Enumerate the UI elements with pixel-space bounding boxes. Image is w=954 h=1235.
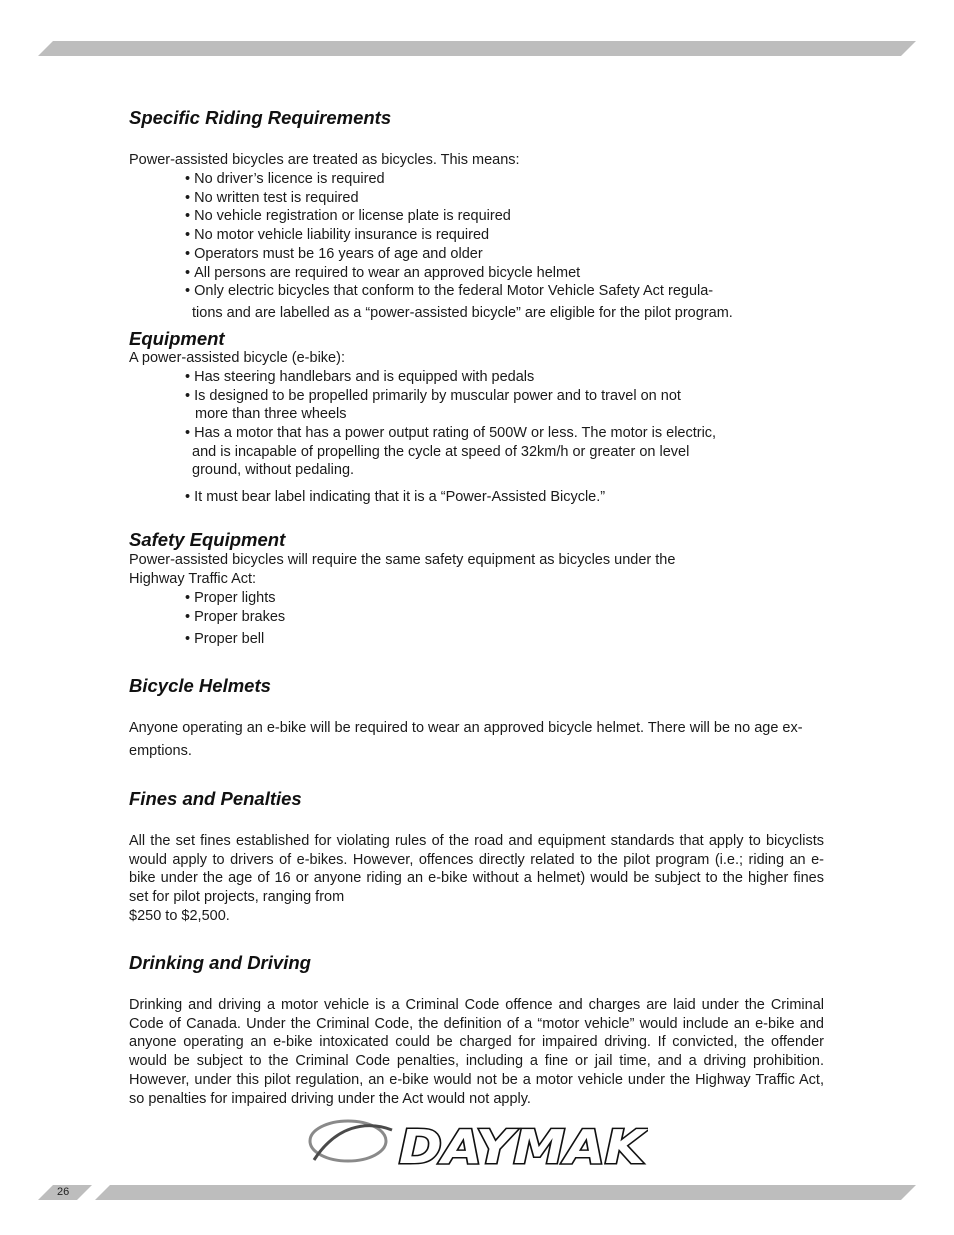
equipment-list	[185, 368, 681, 405]
list-item: • Proper bell	[185, 630, 264, 649]
section-heading-riding: Specific Riding Requirements	[129, 107, 392, 128]
list-item: • No motor vehicle liability insurance is required	[185, 226, 713, 245]
section-heading-fines: Fines and Penalties	[129, 788, 302, 809]
section-heading-drinking: Drinking and Driving	[129, 952, 311, 973]
fines-amount: $250 to $2,500.	[129, 908, 230, 924]
safety-equipment-list	[185, 589, 285, 626]
logo-wordmark: DAYMAK	[399, 1120, 648, 1168]
helmets-body: Anyone operating an e-bike will be required to wear an approved bicycle helmet. There will be no age ex-	[129, 720, 803, 736]
safety-intro-line2: Highway Traffic Act:	[129, 571, 257, 587]
helmets-body-cont: emptions.	[129, 743, 192, 759]
page-number: 26	[57, 1186, 70, 1198]
daymak-swoosh-icon	[306, 1116, 648, 1168]
list-item: • Only electric bicycles that conform to the federal Motor Vehicle Safety Act regula-	[185, 282, 713, 301]
list-item: • It must bear label indicating that it is a “Power-Assisted Bicycle.”	[185, 488, 605, 507]
list-item: • No vehicle registration or license plate is required	[185, 207, 713, 226]
safety-intro-line1: Power-assisted bicycles will require the same safety equipment as bicycles under the	[129, 552, 676, 568]
section-heading-safety: Safety Equipment	[129, 529, 286, 550]
list-item: • Has a motor that has a power output rating of 500W or less. The motor is electric,	[185, 424, 716, 443]
list-item: • Has steering handlebars and is equipped with pedals	[185, 368, 681, 387]
daymak-logo	[306, 1116, 648, 1173]
footer-decorative-bar	[95, 1185, 916, 1200]
safety-equipment-list-last	[185, 630, 264, 649]
riding-intro: Power-assisted bicycles are treated as bicycles. This means:	[129, 152, 520, 168]
drinking-body: Drinking and driving a motor vehicle is a Criminal Code offence and charges are laid under the Criminal Code of Canada. Under the Criminal Code, the definition of a “motor vehicle” would include an e-bike and anyone operating an e-bike intoxicated could be charged for impaired driving. If convicted, the offender would be subject to the Criminal Code penalties, including a fine or jail time, and a driving prohibition. However, under this pilot regulation, an e-bike would not be a motor vehicle under the Highway Traffic Act, so penalties for impaired driving under the Act would not apply.	[129, 997, 824, 1107]
list-item-continuation: more than three wheels	[195, 406, 347, 422]
list-item: • Proper lights	[185, 589, 285, 608]
list-item: • All persons are required to wear an approved bicycle helmet	[185, 264, 713, 283]
list-item-continuation: ground, without pedaling.	[192, 462, 355, 478]
list-item: • Operators must be 16 years of age and older	[185, 245, 713, 264]
list-item-continuation: tions and are labelled as a “power-assisted bicycle” are eligible for the pilot program.	[192, 305, 733, 321]
list-item-continuation: and is incapable of propelling the cycle at speed of 32km/h or greater on level	[192, 444, 690, 460]
section-heading-helmets: Bicycle Helmets	[129, 675, 271, 696]
list-item: • No written test is required	[185, 189, 713, 208]
header-decorative-bar	[38, 41, 916, 56]
list-item: • Proper brakes	[185, 608, 285, 627]
fines-body: All the set fines established for violating rules of the road and equipment standards that apply to bicyclists would apply to drivers of e-bikes. However, offences directly related to the pilot program (i.e.; riding an e-bike under the age of 16 or anyone riding an e-bike without a helmet) would be subject to the higher fines set for pilot projects, ranging from	[129, 833, 824, 906]
list-item: • Is designed to be propelled primarily by muscular power and to travel on not	[185, 387, 681, 406]
equipment-list-last	[185, 488, 605, 507]
equipment-list-cont	[185, 424, 716, 443]
section-heading-equipment: Equipment	[129, 328, 225, 349]
list-item: • No driver’s licence is required	[185, 170, 713, 189]
equipment-intro: A power-assisted bicycle (e-bike):	[129, 350, 345, 366]
riding-requirements-list	[185, 170, 713, 301]
